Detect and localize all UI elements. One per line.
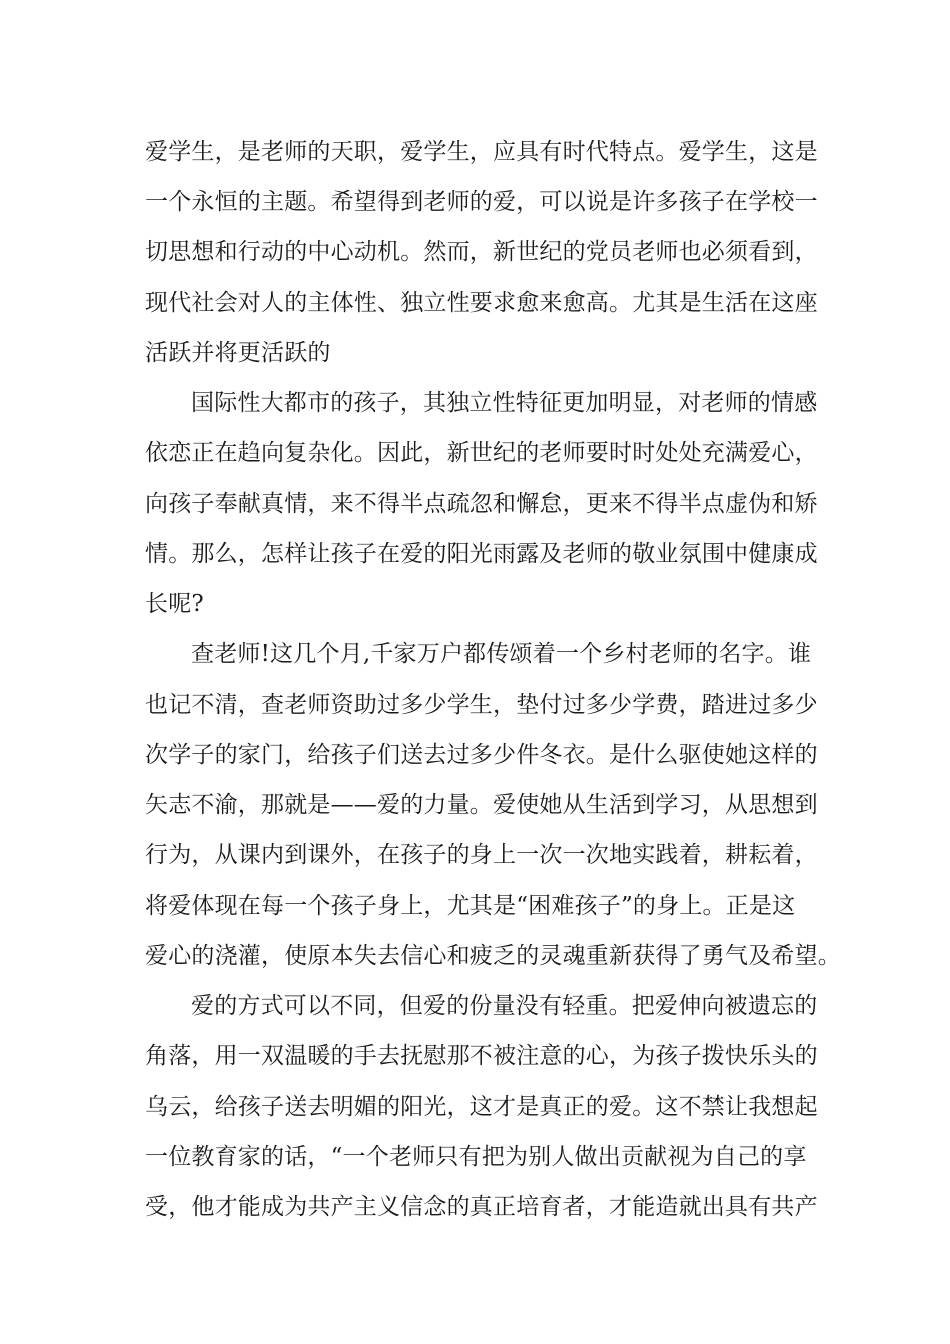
text-line: 将爱体现在每一个孩子身上，尤其是“困难孩子”的身上。正是这 [145,893,796,919]
text-line: 一位教育家的话，“一个老师只有把为别人做出贡献视为自己的享 [145,1144,807,1170]
text-line: 情。那么，怎样让孩子在爱的阳光雨露及老师的敬业氛围中健康成 [145,541,818,567]
text-line: 向孩子奉献真情，来不得半点疏忽和懈怠，更来不得半点虚伪和矫 [145,491,818,517]
text-line: 行为，从课内到课外，在孩子的身上一次一次地实践着，耕耘着， [145,842,818,868]
text-line: 爱心的浇灌，使原本失去信心和疲乏的灵魂重新获得了勇气及希望。 [145,943,841,969]
text-line: 长呢? [145,591,204,617]
text-line: 乌云，给孩子送去明媚的阳光，这才是真正的爱。这不禁让我想起 [145,1094,818,1120]
text-line: 次学子的家门，给孩子们送去过多少件冬衣。是什么驱使她这样的 [145,742,818,768]
text-line: 现代社会对人的主体性、独立性要求愈来愈高。尤其是生活在这座 [145,290,818,316]
text-line: 角落，用一双温暖的手去抚慰那不被注意的心，为孩子拨快乐头的 [145,1043,818,1069]
text-line: 切思想和行动的中心动机。然而，新世纪的党员老师也必须看到， [145,239,818,265]
paragraph-first-line: 爱的方式可以不同，但爱的份量没有轻重。把爱伸向被遗忘的 [191,993,818,1019]
paragraph-first-line: 国际性大都市的孩子，其独立性特征更加明显，对老师的情感 [191,390,818,416]
text-line: 受，他才能成为共产主义信念的真正培育者，才能造就出具有共产 [145,1194,818,1220]
text-line: 爱学生，是老师的天职，爱学生，应具有时代特点。爱学生，这是 [145,139,818,165]
text-line: 一个永恒的主题。希望得到老师的爱，可以说是许多孩子在学校一 [145,189,818,215]
text-line: 活跃并将更活跃的 [145,340,331,366]
text-line: 矢志不渝，那就是——爱的力量。爱使她从生活到学习，从思想到 [145,792,818,818]
text-line: 也记不清，查老师资助过多少学生，垫付过多少学费，踏进过多少 [145,692,818,718]
paragraph-first-line: 查老师!这几个月,千家万户都传颂着一个乡村老师的名字。谁 [191,641,812,667]
text-line: 依恋正在趋向复杂化。因此，新世纪的老师要时时处处充满爱心， [145,440,818,466]
